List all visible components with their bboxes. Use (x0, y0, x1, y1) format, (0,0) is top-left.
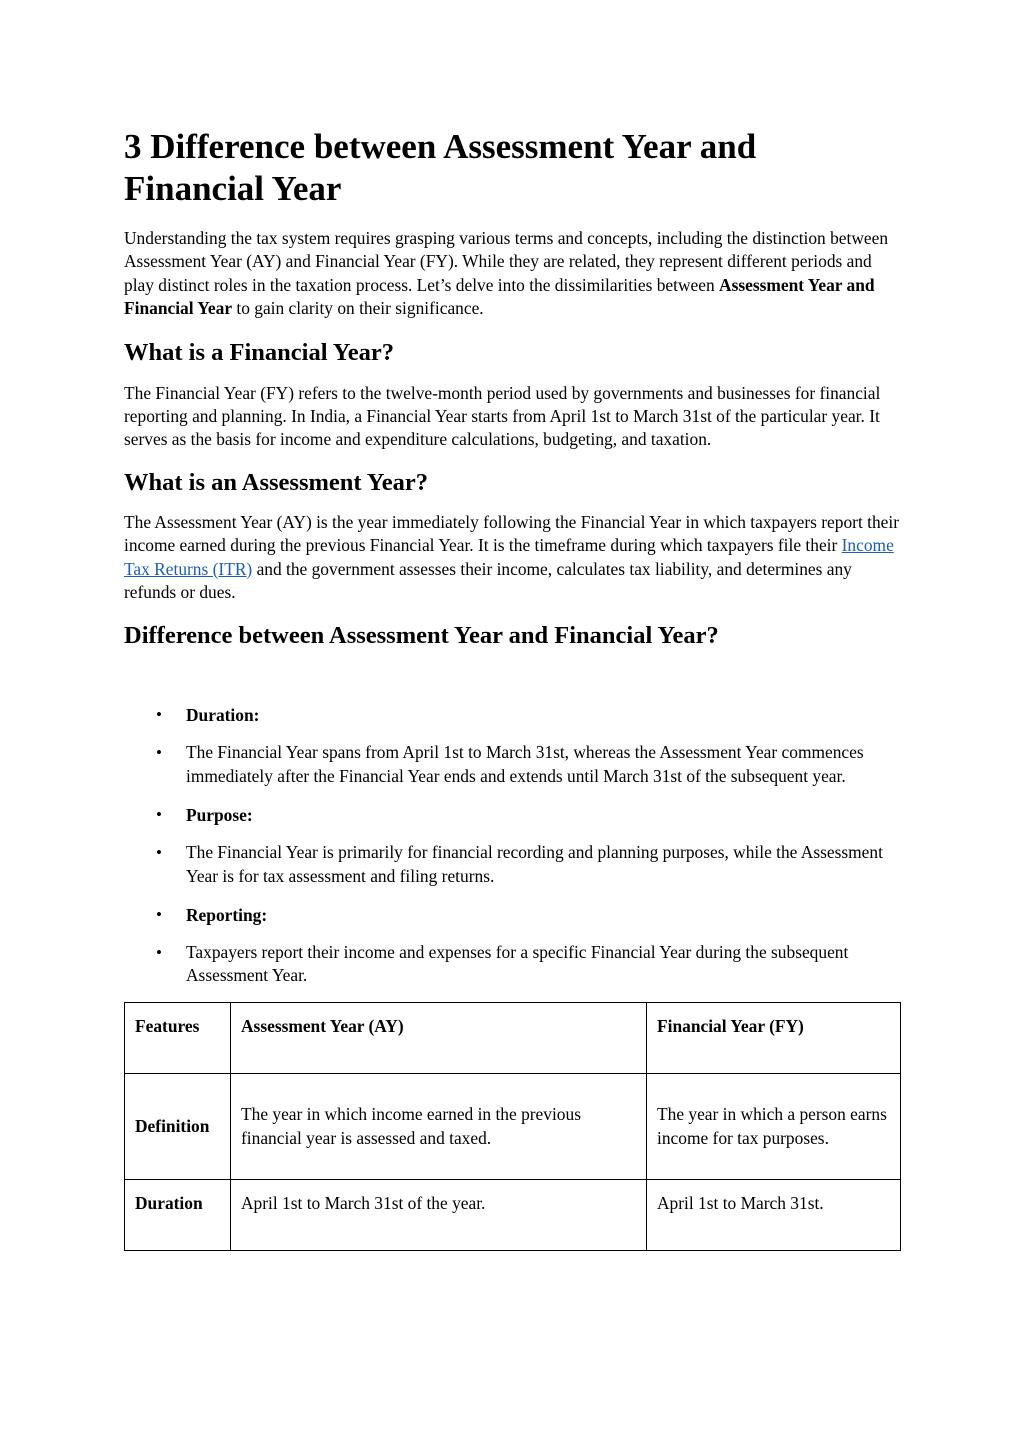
itr-link[interactable]: Income Tax Returns (ITR) (124, 535, 894, 579)
row-duration-feature: Duration (125, 1180, 231, 1251)
page-title: 3 Difference between Assessment Year and Financial Year (124, 127, 757, 208)
row-duration-ay: April 1st to March 31st of the year. (231, 1180, 647, 1251)
difference-heading: Difference between Assessment Year and Financial Year? (124, 622, 719, 650)
list-item-purpose (124, 803, 899, 827)
duration-label: • Duration: (186, 705, 260, 726)
duration-sublist (124, 741, 899, 789)
table-row (125, 1074, 901, 1180)
comparison-table (124, 1002, 901, 1251)
duration-detail: • The Financial Year spans from April 1st to March 31st, whereas the Assessment Year commences immediately after the Financial Year ends and extends until March 31st of the subsequent year. (124, 741, 899, 789)
intro-bold-text: Assessment Year and Financial Year (124, 274, 875, 319)
row-definition-fy: The year in which a person earns income for tax purposes. (647, 1074, 901, 1180)
reporting-detail: • Taxpayers report their income and expenses for a specific Financial Year during the subsequent Assessment Year. (124, 941, 899, 989)
document-content (124, 126, 899, 1251)
header-financial-year: Financial Year (FY) (647, 1003, 901, 1074)
assessment-year-paragraph (124, 511, 899, 605)
row-duration-fy: April 1st to March 31st. (647, 1180, 901, 1251)
purpose-label: • Purpose: (186, 805, 253, 826)
purpose-detail: • The Financial Year is primarily for financial recording and planning purposes, while the Assessment Year is for tax assessment and filing returns. (124, 841, 899, 889)
purpose-sublist (124, 841, 899, 889)
list-item-duration (124, 703, 899, 727)
ay-text-before: The Assessment Year (AY) is the year immediately following the Financial Year in which taxpayers report their income earned during the previous Financial Year. It is the timeframe during which taxpayers file their (124, 511, 900, 556)
assessment-year-heading: What is an Assessment Year? (124, 468, 428, 496)
reporting-label: • Reporting: (186, 904, 268, 925)
header-features: Features (125, 1003, 231, 1074)
difference-list (124, 703, 899, 988)
ay-text-after: and the government assesses their income, calculates tax liability, and determines any refunds or dues. (124, 558, 852, 603)
list-item-reporting (124, 903, 899, 927)
intro-text-after: to gain clarity on their significance. (232, 298, 484, 319)
table-row (125, 1180, 901, 1251)
financial-year-paragraph: The Financial Year (FY) refers to the twelve-month period used by governments and businesses for financial reporting and planning. In India, a Financial Year starts from April 1st to March 31st of the particular year. It serves as the basis for income and expenditure calculations, budgeting, and taxation. (124, 382, 881, 450)
intro-text-before: Understanding the tax system requires grasping various terms and concepts, including the distinction between Assessment Year (AY) and Financial Year (FY). While they are related, they represent different periods and play distinct roles in the taxation process. Let’s delve into the dissimilarities between (124, 228, 889, 295)
header-assessment-year: Assessment Year (AY) (231, 1003, 647, 1074)
intro-paragraph (124, 227, 899, 321)
financial-year-heading: What is a Financial Year? (124, 338, 394, 366)
row-definition-ay: The year in which income earned in the previous financial year is assessed and taxed. (231, 1074, 647, 1180)
row-definition-feature: Definition (125, 1074, 231, 1180)
reporting-sublist (124, 941, 899, 989)
table-header-row (125, 1003, 901, 1074)
